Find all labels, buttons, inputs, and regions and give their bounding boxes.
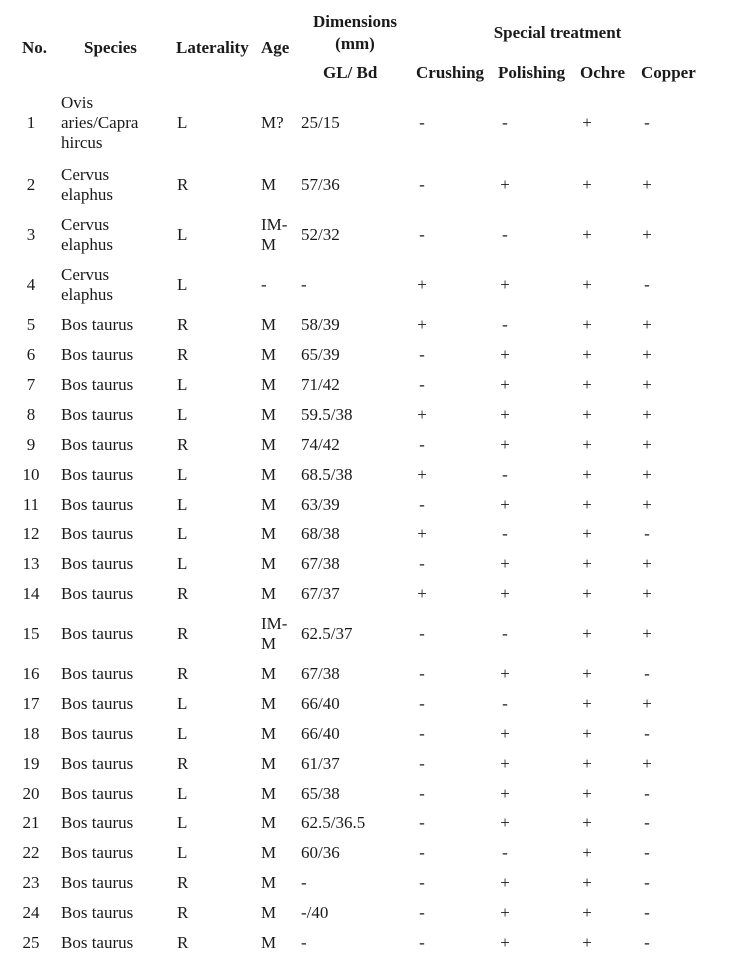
- header-dimensions: Dimensions: [312, 12, 398, 31]
- row-number: 18: [22, 724, 40, 743]
- crushing-cell: +: [417, 465, 427, 484]
- polishing-cell: -: [502, 315, 508, 334]
- age-cell: M: [261, 315, 277, 334]
- row-number: 10: [22, 465, 40, 484]
- header-ochre: Ochre: [580, 63, 626, 82]
- species-cell: Bos taurus: [61, 584, 134, 603]
- ochre-cell: +: [582, 405, 592, 424]
- laterality-cell: R: [177, 584, 189, 603]
- dimensions-cell: 62.5/37: [301, 624, 353, 643]
- age-cell: M: [261, 873, 277, 892]
- row-number: 7: [26, 375, 36, 394]
- row-number: 4: [26, 275, 36, 294]
- crushing-cell: -: [419, 345, 425, 364]
- laterality-cell: R: [177, 315, 189, 334]
- table-row: [0, 721, 748, 747]
- ochre-cell: +: [582, 873, 592, 892]
- crushing-cell: -: [419, 754, 425, 773]
- row-number: 14: [22, 584, 40, 603]
- age-cell: M: [261, 724, 277, 743]
- table-row: [0, 781, 748, 807]
- table-row: [0, 402, 748, 428]
- dimensions-cell: 67/38: [301, 664, 340, 683]
- ochre-cell: +: [582, 784, 592, 803]
- crushing-cell: -: [419, 495, 425, 514]
- dimensions-cell: -: [301, 933, 307, 952]
- crushing-cell: -: [419, 664, 425, 683]
- species-cell: Ovis aries/Capra hircus: [61, 93, 139, 152]
- crushing-cell: -: [419, 624, 425, 643]
- laterality-cell: R: [177, 175, 189, 194]
- polishing-cell: +: [500, 813, 510, 832]
- age-cell: M: [261, 754, 277, 773]
- laterality-cell: L: [177, 784, 188, 803]
- dimensions-cell: 66/40: [301, 694, 340, 713]
- row-number: 15: [22, 624, 40, 643]
- copper-cell: -: [644, 933, 650, 952]
- crushing-cell: -: [419, 813, 425, 832]
- crushing-cell: -: [419, 375, 425, 394]
- ochre-cell: +: [582, 694, 592, 713]
- dimensions-cell: 61/37: [301, 754, 340, 773]
- row-number: 6: [26, 345, 36, 364]
- polishing-cell: +: [500, 724, 510, 743]
- crushing-cell: +: [417, 524, 427, 543]
- species-cell: Bos taurus: [61, 345, 134, 364]
- row-number: 16: [22, 664, 40, 683]
- species-cell: Bos taurus: [61, 524, 134, 543]
- polishing-cell: +: [500, 903, 510, 922]
- age-cell: M: [261, 843, 277, 862]
- age-cell: M: [261, 375, 277, 394]
- copper-cell: +: [642, 435, 652, 454]
- ochre-cell: +: [582, 933, 592, 952]
- species-cell: Bos taurus: [61, 903, 134, 922]
- polishing-cell: +: [500, 375, 510, 394]
- ochre-cell: +: [582, 435, 592, 454]
- ochre-cell: +: [582, 524, 592, 543]
- species-cell: Bos taurus: [61, 933, 134, 952]
- polishing-cell: -: [502, 524, 508, 543]
- table-row: [0, 312, 748, 338]
- crushing-cell: -: [419, 933, 425, 952]
- species-cell: Bos taurus: [61, 624, 134, 643]
- row-number: 25: [22, 933, 40, 952]
- row-number: 21: [22, 813, 40, 832]
- header-copper: Copper: [641, 63, 696, 82]
- ochre-cell: +: [582, 813, 592, 832]
- table-row: [0, 611, 748, 657]
- species-cell: Bos taurus: [61, 664, 134, 683]
- dimensions-cell: 68/38: [301, 524, 340, 543]
- header-crushing: Crushing: [416, 63, 485, 82]
- dimensions-cell: 52/32: [301, 225, 340, 244]
- row-number: 3: [26, 225, 36, 244]
- species-cell: Bos taurus: [61, 784, 134, 803]
- copper-cell: -: [644, 724, 650, 743]
- copper-cell: -: [644, 843, 650, 862]
- ochre-cell: +: [582, 754, 592, 773]
- laterality-cell: R: [177, 903, 189, 922]
- laterality-cell: R: [177, 624, 189, 643]
- dimensions-cell: 60/36: [301, 843, 340, 862]
- table-row: [0, 810, 748, 836]
- polishing-cell: +: [500, 664, 510, 683]
- age-cell: -: [261, 275, 267, 294]
- age-cell: M: [261, 903, 277, 922]
- laterality-cell: L: [177, 225, 188, 244]
- ochre-cell: +: [582, 225, 592, 244]
- copper-cell: -: [644, 113, 650, 132]
- copper-cell: +: [642, 584, 652, 603]
- dimensions-cell: 25/15: [301, 113, 340, 132]
- row-number: 9: [26, 435, 36, 454]
- crushing-cell: +: [417, 584, 427, 603]
- copper-cell: +: [642, 375, 652, 394]
- polishing-cell: +: [500, 345, 510, 364]
- copper-cell: +: [642, 554, 652, 573]
- age-cell: M: [261, 584, 277, 603]
- laterality-cell: R: [177, 933, 189, 952]
- copper-cell: -: [644, 524, 650, 543]
- age-cell: M: [261, 554, 277, 573]
- species-cell: Cervus elaphus: [61, 165, 113, 204]
- dimensions-cell: 63/39: [301, 495, 340, 514]
- crushing-cell: -: [419, 694, 425, 713]
- age-cell: M: [261, 345, 277, 364]
- table-row: [0, 581, 748, 607]
- table-row: [0, 840, 748, 866]
- copper-cell: +: [642, 225, 652, 244]
- ochre-cell: +: [582, 465, 592, 484]
- age-cell: M: [261, 664, 277, 683]
- table-row: [0, 900, 748, 926]
- ochre-cell: +: [582, 495, 592, 514]
- age-cell: M: [261, 435, 277, 454]
- ochre-cell: +: [582, 624, 592, 643]
- age-cell: M: [261, 405, 277, 424]
- polishing-cell: +: [500, 405, 510, 424]
- table-row: [0, 691, 748, 717]
- row-number: 22: [22, 843, 40, 862]
- dimensions-cell: 68.5/38: [301, 465, 353, 484]
- polishing-cell: -: [502, 624, 508, 643]
- table-row: [0, 521, 748, 547]
- table-row: [0, 212, 748, 258]
- dimensions-cell: 67/37: [301, 584, 340, 603]
- laterality-cell: L: [177, 275, 188, 294]
- header-dimensions-unit: (mm): [335, 34, 375, 53]
- ochre-cell: +: [582, 554, 592, 573]
- table-row: [0, 751, 748, 777]
- table-row: [0, 262, 748, 308]
- species-cell: Bos taurus: [61, 375, 134, 394]
- table-row: [0, 870, 748, 896]
- polishing-cell: +: [500, 784, 510, 803]
- dimensions-cell: 62.5/36.5: [301, 813, 366, 832]
- laterality-cell: R: [177, 664, 189, 683]
- table-row: [0, 92, 748, 154]
- ochre-cell: +: [582, 315, 592, 334]
- ochre-cell: +: [582, 275, 592, 294]
- table-row: [0, 372, 748, 398]
- laterality-cell: R: [177, 754, 189, 773]
- dimensions-cell: 66/40: [301, 724, 340, 743]
- crushing-cell: -: [419, 435, 425, 454]
- dimensions-cell: 74/42: [301, 435, 340, 454]
- dimensions-cell: -/40: [301, 903, 329, 922]
- header-dimensions-sub: GL/ Bd: [323, 63, 378, 82]
- header-polishing: Polishing: [498, 63, 566, 82]
- species-cell: Bos taurus: [61, 724, 134, 743]
- ochre-cell: +: [582, 664, 592, 683]
- crushing-cell: -: [419, 843, 425, 862]
- copper-cell: +: [642, 465, 652, 484]
- ochre-cell: +: [582, 375, 592, 394]
- dimensions-cell: 58/39: [301, 315, 340, 334]
- dimensions-cell: 71/42: [301, 375, 340, 394]
- ochre-cell: +: [582, 903, 592, 922]
- crushing-cell: +: [417, 315, 427, 334]
- species-cell: Bos taurus: [61, 694, 134, 713]
- ochre-cell: +: [582, 175, 592, 194]
- row-number: 2: [26, 175, 36, 194]
- table-row: [0, 492, 748, 518]
- species-cell: Bos taurus: [61, 435, 134, 454]
- age-cell: M: [261, 175, 277, 194]
- row-number: 13: [22, 554, 40, 573]
- header-special-treatment: Special treatment: [493, 23, 622, 42]
- dimensions-cell: 57/36: [301, 175, 340, 194]
- row-number: 8: [26, 405, 36, 424]
- polishing-cell: +: [500, 435, 510, 454]
- crushing-cell: -: [419, 873, 425, 892]
- polishing-cell: +: [500, 554, 510, 573]
- row-number: 20: [22, 784, 40, 803]
- crushing-cell: -: [419, 225, 425, 244]
- table-row: [0, 342, 748, 368]
- copper-cell: -: [644, 903, 650, 922]
- polishing-cell: +: [500, 175, 510, 194]
- polishing-cell: -: [502, 694, 508, 713]
- row-number: 11: [22, 495, 40, 514]
- species-cell: Bos taurus: [61, 315, 134, 334]
- laterality-cell: R: [177, 435, 189, 454]
- dimensions-cell: -: [301, 275, 307, 294]
- polishing-cell: -: [502, 113, 508, 132]
- polishing-cell: +: [500, 754, 510, 773]
- polishing-cell: +: [500, 933, 510, 952]
- row-number: 19: [22, 754, 40, 773]
- dimensions-cell: 59.5/38: [301, 405, 353, 424]
- age-cell: M: [261, 495, 277, 514]
- species-cell: Cervus elaphus: [61, 265, 113, 304]
- polishing-cell: -: [502, 465, 508, 484]
- crushing-cell: +: [417, 275, 427, 294]
- species-cell: Bos taurus: [61, 554, 134, 573]
- crushing-cell: -: [419, 113, 425, 132]
- species-cell: Bos taurus: [61, 495, 134, 514]
- crushing-cell: +: [417, 405, 427, 424]
- crushing-cell: -: [419, 554, 425, 573]
- ochre-cell: +: [582, 843, 592, 862]
- age-cell: M: [261, 524, 277, 543]
- polishing-cell: -: [502, 225, 508, 244]
- age-cell: M?: [261, 113, 284, 132]
- polishing-cell: +: [500, 495, 510, 514]
- ochre-cell: +: [582, 113, 592, 132]
- copper-cell: +: [642, 694, 652, 713]
- ochre-cell: +: [582, 345, 592, 364]
- dimensions-cell: 65/38: [301, 784, 340, 803]
- row-number: 24: [22, 903, 40, 922]
- age-cell: M: [261, 465, 277, 484]
- row-number: 17: [22, 694, 40, 713]
- species-cell: Bos taurus: [61, 873, 134, 892]
- header-age: Age: [261, 38, 290, 57]
- age-cell: M: [261, 784, 277, 803]
- ochre-cell: +: [582, 724, 592, 743]
- laterality-cell: L: [177, 375, 188, 394]
- dimensions-cell: 65/39: [301, 345, 340, 364]
- copper-cell: -: [644, 873, 650, 892]
- header-laterality: Laterality: [176, 38, 249, 57]
- age-cell: IM-M: [261, 614, 288, 653]
- age-cell: M: [261, 813, 277, 832]
- row-number: 1: [26, 113, 36, 132]
- laterality-cell: L: [177, 813, 188, 832]
- table-row: [0, 162, 748, 208]
- header-species: Species: [84, 38, 137, 57]
- crushing-cell: -: [419, 784, 425, 803]
- copper-cell: +: [642, 495, 652, 514]
- crushing-cell: -: [419, 175, 425, 194]
- copper-cell: -: [644, 813, 650, 832]
- species-cell: Bos taurus: [61, 465, 134, 484]
- laterality-cell: L: [177, 694, 188, 713]
- species-cell: Bos taurus: [61, 813, 134, 832]
- ochre-cell: +: [582, 584, 592, 603]
- laterality-cell: L: [177, 405, 188, 424]
- laterality-cell: R: [177, 873, 189, 892]
- table-row: [0, 661, 748, 687]
- table-row: [0, 930, 748, 956]
- copper-cell: -: [644, 784, 650, 803]
- polishing-cell: +: [500, 873, 510, 892]
- age-cell: IM-M: [261, 215, 288, 254]
- table-row: [0, 432, 748, 458]
- table-row: [0, 551, 748, 577]
- row-number: 12: [22, 524, 40, 543]
- laterality-cell: R: [177, 345, 189, 364]
- species-cell: Bos taurus: [61, 843, 134, 862]
- copper-cell: +: [642, 315, 652, 334]
- polishing-cell: -: [502, 843, 508, 862]
- laterality-cell: L: [177, 465, 188, 484]
- polishing-cell: +: [500, 275, 510, 294]
- header-no: No.: [22, 38, 48, 57]
- species-cell: Bos taurus: [61, 754, 134, 773]
- row-number: 5: [26, 315, 36, 334]
- age-cell: M: [261, 933, 277, 952]
- copper-cell: +: [642, 624, 652, 643]
- laterality-cell: L: [177, 113, 188, 132]
- species-cell: Cervus elaphus: [61, 215, 113, 254]
- laterality-cell: L: [177, 724, 188, 743]
- crushing-cell: -: [419, 724, 425, 743]
- copper-cell: +: [642, 405, 652, 424]
- crushing-cell: -: [419, 903, 425, 922]
- dimensions-cell: 67/38: [301, 554, 340, 573]
- copper-cell: +: [642, 345, 652, 364]
- laterality-cell: L: [177, 495, 188, 514]
- laterality-cell: L: [177, 554, 188, 573]
- laterality-cell: L: [177, 524, 188, 543]
- copper-cell: -: [644, 664, 650, 683]
- laterality-cell: L: [177, 843, 188, 862]
- dimensions-cell: -: [301, 873, 307, 892]
- copper-cell: +: [642, 754, 652, 773]
- polishing-cell: +: [500, 584, 510, 603]
- species-cell: Bos taurus: [61, 405, 134, 424]
- copper-cell: +: [642, 175, 652, 194]
- age-cell: M: [261, 694, 277, 713]
- table-row: [0, 462, 748, 488]
- copper-cell: -: [644, 275, 650, 294]
- row-number: 23: [22, 873, 40, 892]
